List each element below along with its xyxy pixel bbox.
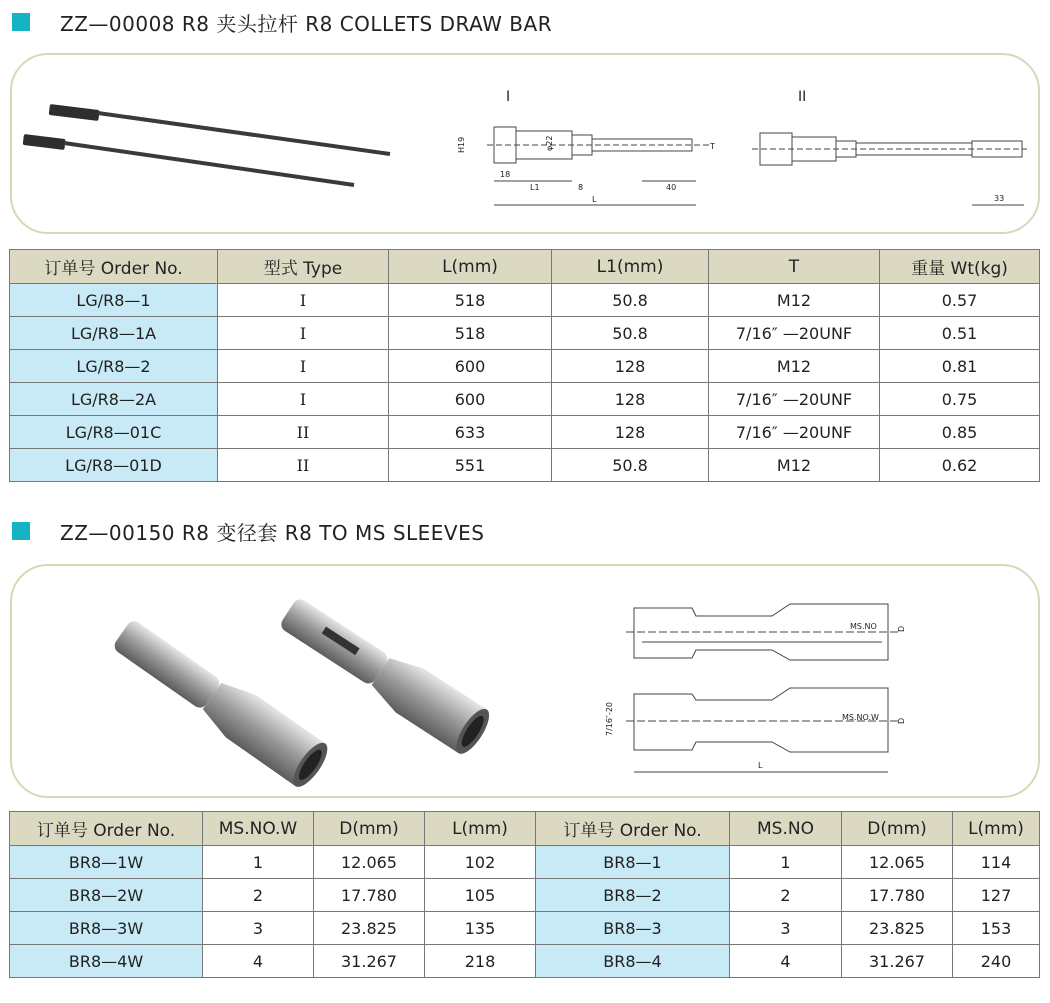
draw-bar-spec-table: [9, 249, 1040, 482]
col-ms-no: MS.NO: [730, 812, 842, 846]
section-marker: [12, 522, 30, 540]
svg-text:φ22: φ22: [545, 135, 554, 151]
sleeve-drawing-ms-no: [626, 604, 900, 660]
diameter-cell: 31.267: [842, 945, 953, 978]
svg-text:33: 33: [994, 194, 1005, 203]
table-row: [10, 945, 1040, 978]
length-cell: 600: [389, 350, 552, 383]
l1-cell: 128: [552, 383, 709, 416]
section-title-draw-bar: [12, 8, 552, 36]
weight-cell: 0.85: [880, 416, 1040, 449]
order-no-cell: BR8—4: [536, 945, 730, 978]
product-image-panel-sleeves: [10, 564, 1040, 798]
order-no-cell: BR8—1W: [10, 846, 203, 879]
order-no-cell: LG/R8—1A: [10, 317, 218, 350]
section-title-sleeves: [12, 517, 484, 545]
table-header-row: [10, 812, 1040, 846]
col-ms-no-w: MS.NO.W: [203, 812, 314, 846]
col-order-no: 订单号 Order No.: [10, 250, 218, 284]
svg-text:L: L: [592, 195, 597, 204]
col-weight: 重量 Wt(kg): [880, 250, 1040, 284]
weight-cell: 0.57: [880, 284, 1040, 317]
length-cell: 102: [425, 846, 536, 879]
svg-text:D: D: [897, 625, 906, 632]
weight-cell: 0.81: [880, 350, 1040, 383]
diameter-cell: 23.825: [314, 912, 425, 945]
thread-cell: 7/16″ —20UNF: [709, 317, 880, 350]
sleeves-illustration: [12, 566, 1038, 796]
length-cell: 600: [389, 383, 552, 416]
table-row: [10, 449, 1040, 482]
table-row: [10, 846, 1040, 879]
diameter-cell: 23.825: [842, 912, 953, 945]
length-cell: 135: [425, 912, 536, 945]
order-no-cell: BR8—4W: [10, 945, 203, 978]
ms-no-cell: 2: [730, 879, 842, 912]
drawing-label-type-1: I: [506, 89, 511, 105]
col-type: 型式 Type: [218, 250, 389, 284]
l1-cell: 50.8: [552, 284, 709, 317]
table-row: [10, 350, 1040, 383]
thread-cell: 7/16″ —20UNF: [709, 416, 880, 449]
svg-text:MS.NO: MS.NO: [850, 622, 877, 631]
svg-text:8: 8: [578, 183, 584, 192]
weight-cell: 0.51: [880, 317, 1040, 350]
length-cell: 105: [425, 879, 536, 912]
length-cell: 114: [953, 846, 1040, 879]
col-diameter: D(mm): [314, 812, 425, 846]
svg-text:MS.NO.W: MS.NO.W: [842, 713, 879, 722]
order-no-cell: BR8—2W: [10, 879, 203, 912]
col-length: L(mm): [389, 250, 552, 284]
weight-cell: 0.62: [880, 449, 1040, 482]
svg-text:T: T: [710, 142, 715, 151]
col-length: L(mm): [425, 812, 536, 846]
draw-bar-illustration: [12, 55, 1038, 232]
l1-cell: 128: [552, 350, 709, 383]
order-no-cell: BR8—1: [536, 846, 730, 879]
col-diameter-2: D(mm): [842, 812, 953, 846]
order-no-cell: LG/R8—01D: [10, 449, 218, 482]
svg-text:18: 18: [500, 170, 511, 179]
diameter-cell: 12.065: [314, 846, 425, 879]
table-row: [10, 416, 1040, 449]
type-cell: I: [218, 350, 389, 383]
product-image-panel-draw-bar: [10, 53, 1040, 234]
type-cell: I: [218, 284, 389, 317]
length-cell: 518: [389, 284, 552, 317]
diameter-cell: 31.267: [314, 945, 425, 978]
ms-no-w-cell: 3: [203, 912, 314, 945]
type-cell: II: [218, 449, 389, 482]
table-header-row: [10, 250, 1040, 284]
ms-no-w-cell: 2: [203, 879, 314, 912]
svg-text:D: D: [897, 717, 906, 724]
type-cell: I: [218, 317, 389, 350]
ms-no-cell: 3: [730, 912, 842, 945]
svg-text:L: L: [758, 761, 763, 770]
ms-no-w-cell: 4: [203, 945, 314, 978]
order-no-cell: BR8—3W: [10, 912, 203, 945]
draw-bar-drawing-type-1: [487, 127, 712, 205]
order-no-cell: LG/R8—01C: [10, 416, 218, 449]
length-cell: 551: [389, 449, 552, 482]
col-order-no: 订单号 Order No.: [10, 812, 203, 846]
length-cell: 240: [953, 945, 1040, 978]
order-no-cell: LG/R8—2: [10, 350, 218, 383]
col-thread: T: [709, 250, 880, 284]
table-row: [10, 383, 1040, 416]
ms-no-w-cell: 1: [203, 846, 314, 879]
svg-text:40: 40: [666, 183, 677, 192]
thread-cell: M12: [709, 284, 880, 317]
draw-bar-photo: [23, 104, 390, 185]
table-row: [10, 284, 1040, 317]
section-marker: [12, 13, 30, 31]
ms-no-cell: 4: [730, 945, 842, 978]
table-row: [10, 317, 1040, 350]
order-no-cell: BR8—3: [536, 912, 730, 945]
order-no-cell: BR8—2: [536, 879, 730, 912]
weight-cell: 0.75: [880, 383, 1040, 416]
svg-text:H19: H19: [457, 136, 466, 153]
length-cell: 127: [953, 879, 1040, 912]
col-length-2: L(mm): [953, 812, 1040, 846]
diameter-cell: 17.780: [314, 879, 425, 912]
draw-bar-drawing-type-2: [752, 133, 1027, 205]
svg-text:L1: L1: [530, 183, 540, 192]
table-row: [10, 912, 1040, 945]
length-cell: 218: [425, 945, 536, 978]
sleeve-drawing-ms-no-w: [626, 688, 900, 772]
thread-cell: 7/16″ —20UNF: [709, 383, 880, 416]
length-cell: 518: [389, 317, 552, 350]
l1-cell: 128: [552, 416, 709, 449]
order-no-cell: LG/R8—1: [10, 284, 218, 317]
l1-cell: 50.8: [552, 317, 709, 350]
table-row: [10, 879, 1040, 912]
thread-cell: M12: [709, 449, 880, 482]
section-title-text: ZZ—00008 R8 夹头拉杆 R8 COLLETS DRAW BAR: [60, 11, 553, 36]
sleeves-spec-table: [9, 811, 1040, 978]
drawing-label-type-2: II: [798, 89, 807, 105]
type-cell: II: [218, 416, 389, 449]
diameter-cell: 12.065: [842, 846, 953, 879]
diameter-cell: 17.780: [842, 879, 953, 912]
length-cell: 153: [953, 912, 1040, 945]
col-l1: L1(mm): [552, 250, 709, 284]
svg-text:7/16″-20: 7/16″-20: [605, 701, 614, 736]
section-title-text: ZZ—00150 R8 变径套 R8 TO MS SLEEVES: [60, 520, 485, 545]
col-order-no-2: 订单号 Order No.: [536, 812, 730, 846]
l1-cell: 50.8: [552, 449, 709, 482]
order-no-cell: LG/R8—2A: [10, 383, 218, 416]
thread-cell: M12: [709, 350, 880, 383]
ms-no-cell: 1: [730, 846, 842, 879]
type-cell: I: [218, 383, 389, 416]
length-cell: 633: [389, 416, 552, 449]
